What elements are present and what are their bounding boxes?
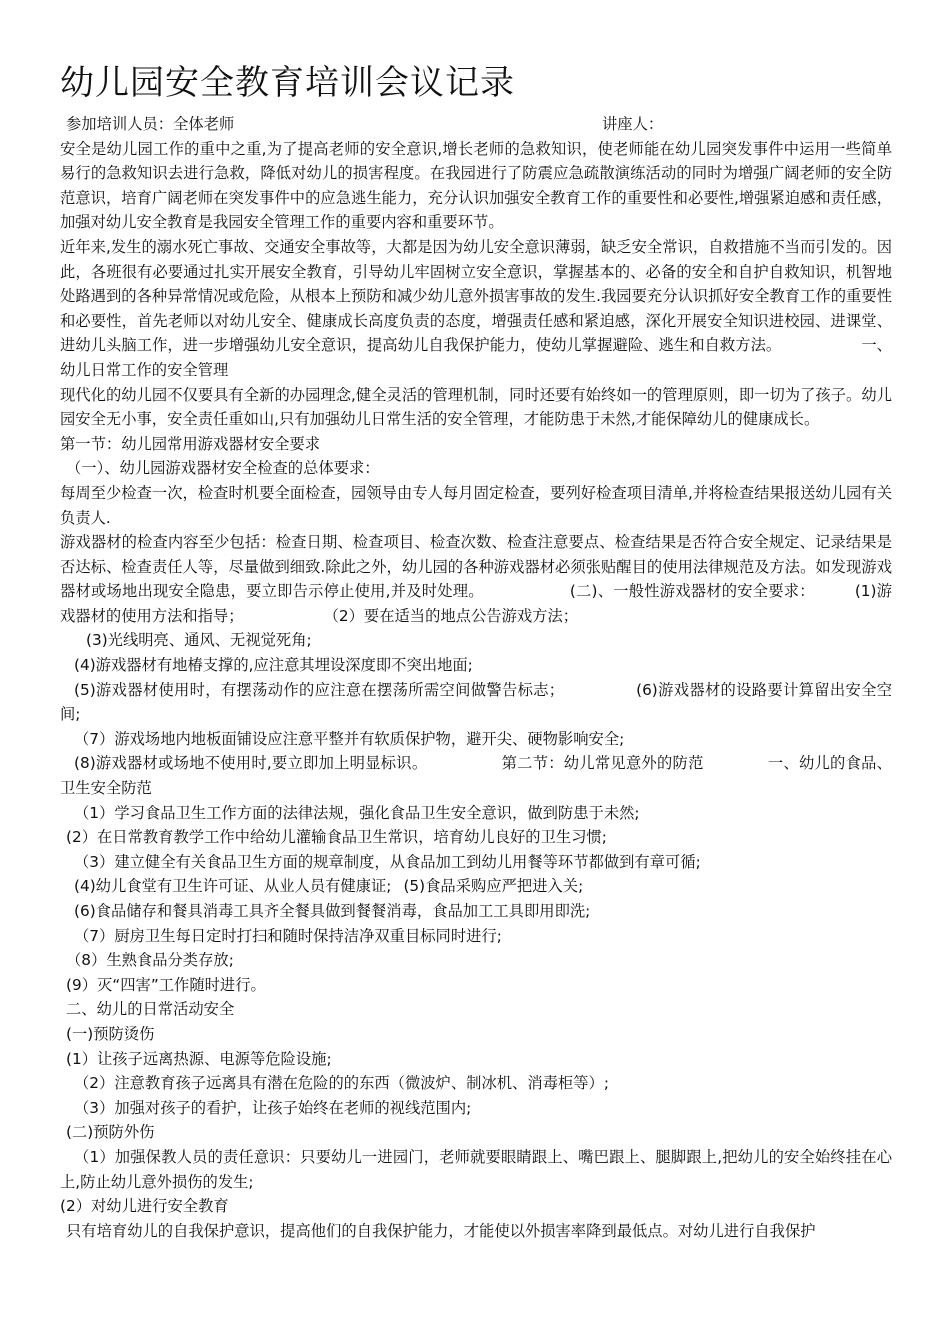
paragraph-check-content bbox=[60, 530, 892, 628]
injury-prevention-heading: (二)预防外伤 bbox=[66, 1123, 155, 1142]
section-heading-1: 一、幼儿日常工作的安全管理 bbox=[60, 336, 892, 379]
paragraph-background-text: 近年来,发生的溺水死亡事故、交通安全事故等，大都是因为幼儿安全意识薄弱，缺乏安全常识，自救措施不当而引发的。因此，各班很有必要通过扎实开展安全教育，引导幼儿牢固树立安全意识，掌握基本的、必备的安全和自护自救知识，机智地处路遇到的各种异常情况或危险，从根本上预防和减少幼儿意外损害事故的发生.我园要充分认识抓好安全教育工作的重要性和必要性，首先老师以对幼儿安全、健康成长高度负责的态度，增强责任感和紧迫感，深化开展安全知识进校园、进课堂、进幼儿头脑工作，进一步增强幼儿安全意识，提高幼儿自我保护能力，使幼儿掌握避险、逃生和自救方法。 bbox=[60, 237, 892, 355]
section-1-subheading-1: （一）、幼儿园游戏器材安全检查的总体要求： bbox=[66, 459, 380, 478]
rule-7: （7）游戏场地内地板面铺设应注意平整并有软质保护物，避开尖、硬物影响安全; bbox=[74, 729, 625, 748]
rule-8-and-section-2 bbox=[60, 751, 892, 800]
rule-8: (8)游戏器材或场地不使用时,要立即加上明显标识。 bbox=[74, 754, 428, 773]
rule-2: （2）要在适当的地点公告游戏方法； bbox=[323, 606, 579, 625]
paragraph-weekly-check: 每周至少检查一次，检查时机要全面检查，园领导由专人每月固定检查，要列好检查项目清单,并将检查结果报送幼儿园有关负责人. bbox=[60, 483, 892, 527]
injury-item-1: （1）加强保教人员的责任意识：只要幼儿一进园门，老师就要眼睛跟上、嘴巴跟上、腿脚跟上,把幼儿的安全始终挂在心上,防止幼儿意外损伤的发生; bbox=[60, 1147, 892, 1191]
section-1-heading: 第一节：幼儿园常用游戏器材安全要求 bbox=[60, 434, 321, 453]
food-item-6: (6)食品储存和餐具消毒工具齐全餐具做到餐餐消毒，食品加工工具即用即洗; bbox=[74, 902, 591, 920]
document-body bbox=[60, 112, 892, 1243]
food-item-5: (5)食品采购应严把进入关; bbox=[403, 877, 584, 896]
food-item-3: （3）建立健全有关食品卫生方面的规章制度，从食品加工到幼儿用餐等环节都做到有章可循; bbox=[74, 852, 701, 871]
rule-5: (5)游戏器材使用时，有摆荡动作的应注意在摆荡所需空间做警告标志； bbox=[74, 680, 565, 699]
burn-item-3: （3）加强对孩子的看护，让孩子始终在老师的视线范围内; bbox=[74, 1098, 472, 1117]
burn-item-2: （2）注意教育孩子远离具有潜在危险的的东西（微波炉、制冰机、消毒柜等）; bbox=[74, 1074, 609, 1093]
food-items-4-5 bbox=[60, 874, 892, 899]
rules-5-6 bbox=[60, 678, 892, 727]
section-2-heading: 第二节：幼儿常见意外的防范 bbox=[501, 754, 704, 773]
rule-4: (4)游戏器材有地椿支撑的,应注意其埋设深度即不突出地面; bbox=[74, 656, 473, 675]
section-1-subheading-2: (二)、一般性游戏器材的安全要求： bbox=[569, 582, 815, 601]
rule-6: (6)游戏器材的设路要计算留出安全空间; bbox=[60, 680, 892, 724]
lecturer-label: 讲座人： bbox=[602, 115, 664, 133]
burn-prevention-heading: (一)预防烫伤 bbox=[66, 1024, 155, 1043]
injury-item-2: (2）对幼儿进行安全教育 bbox=[60, 1197, 229, 1216]
burn-item-1: (1）让孩子远离热源、电源等危险设施; bbox=[66, 1049, 332, 1068]
food-item-4: (4)幼儿食堂有卫生许可证、从业人员有健康证; bbox=[74, 877, 392, 896]
section-2-subheading-1: 一、幼儿的食品、卫生安全防范 bbox=[60, 754, 892, 798]
paragraph-self-protection: 只有培育幼儿的自我保护意识，提高他们的自我保护能力，才能使以外损害率降到最低点。对幼儿进行自我保护 bbox=[66, 1221, 816, 1240]
food-item-2: (2）在日常教育教学工作中给幼儿灌输食品卫生常识，培育幼儿良好的卫生习惯; bbox=[66, 828, 607, 847]
section-2-subheading-2: 二、幼儿的日常活动安全 bbox=[66, 1000, 235, 1019]
attendees-label: 参加培训人员：全体老师 bbox=[66, 115, 235, 133]
rule-3: (3)光线明亮、通风、无视觉死角; bbox=[86, 631, 312, 650]
document-title: 幼儿园安全教育培训会议记录 bbox=[60, 63, 515, 103]
food-item-7: （7）厨房卫生每日定时打扫和随时保持洁净双重目标同时进行; bbox=[74, 926, 502, 945]
meta-row bbox=[60, 112, 892, 137]
rule-1: (1)游戏器材的使用方法和指导； bbox=[60, 582, 893, 625]
paragraph-background bbox=[60, 235, 892, 383]
paragraph-check-content-text: 游戏器材的检查内容至少包括：检查日期、检查项目、检查次数、检查注意要点、检查结果是否符合安全规定、记录结果是否达标、检查责任人等，尽量做到细致.除此之外，幼儿园的各种游戏器材必须张贴醒目的使用法律规范及方法。如发现游戏器材或场地出现安全隐患，要立即告示停止使用,并及时处理。 bbox=[60, 533, 892, 601]
food-item-9: (9）灭“四害”工作随时进行。 bbox=[66, 975, 266, 994]
food-item-1: （1）学习食品卫生工作方面的法律法规，强化食品卫生安全意识，做到防患于未然; bbox=[74, 803, 640, 822]
paragraph-management: 现代化的幼儿园不仅要具有全新的办园理念,健全灵活的管理机制，同时还要有始终如一的管理原则，即一切为了孩子。幼儿园安全无小事，安全责任重如山,只有加强幼儿日常生活的安全管理，才能防患于未然,才能保障幼儿的健康成长。 bbox=[60, 385, 892, 429]
paragraph-intro: 安全是幼儿园工作的重中之重,为了提高老师的安全意识,增长老师的急救知识，使老师能在幼儿园突发事件中运用一些简单易行的急救知识去进行急救，降低对幼儿的损害程度。在我园进行了防震应急疏散演练活动的同时为增强广阔老师的安全防范意识，培育广阔老师在突发事件中的应急逃生能力，充分认识加强安全教育工作的重要性和必要性,增强紧迫感和责任感，加强对幼儿安全教育是我园安全管理工作的重要内容和重要环节。 bbox=[60, 139, 892, 232]
food-item-8: （8）生熟食品分类存放; bbox=[66, 951, 234, 970]
